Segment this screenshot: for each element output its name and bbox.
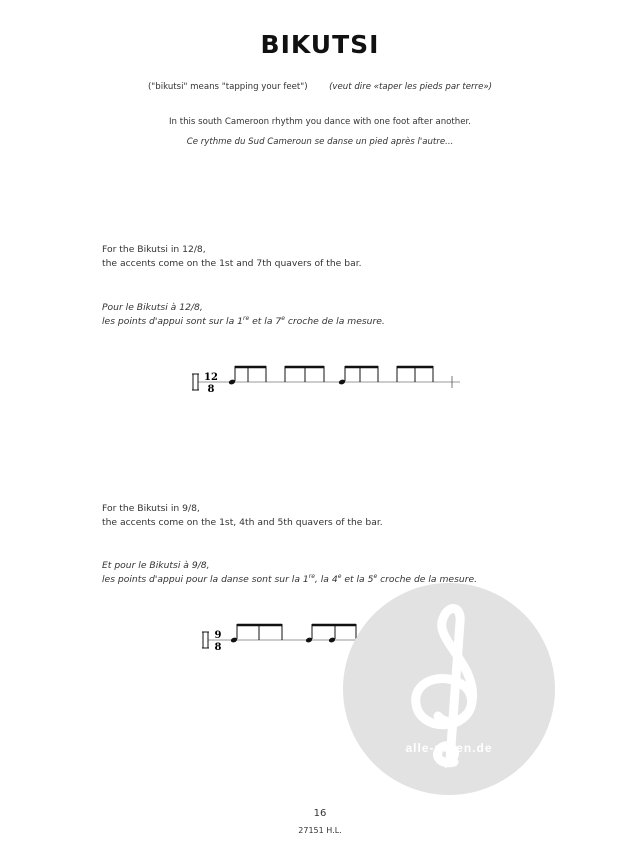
note-group-2 [285,366,324,382]
section-12-8-english [102,243,362,271]
time-signature-top: 9 [214,630,222,641]
percussion-clef-icon [192,374,199,390]
section-12-8-french [102,301,385,329]
time-signature-bottom: 8 [207,384,215,395]
text-line: the accents come on the 1st and 7th quavers of the bar. [102,258,362,269]
subtitle-french: (veut dire «taper les pieds par terre») [329,82,493,92]
text-line: For the Bikutsi in 9/8, [102,503,200,514]
page-number: 16 [313,808,327,819]
text-line: Et pour le Bikutsi à 9/8, [102,560,210,571]
page-title: BIKUTSI [260,30,380,59]
subtitle-line [0,82,640,92]
watermark-text: alle-noten.de [405,741,493,755]
note-group-4 [397,366,433,382]
text-line: For the Bikutsi in 12/8, [102,244,206,255]
text-line: Pour le Bikutsi à 12/8, [102,302,203,313]
text-line: the accents come on the 1st, 4th and 5th quavers of the bar. [102,517,383,528]
time-signature-bottom: 8 [214,642,222,653]
subtitle-english: ("bikutsi" means "tapping your feet") [147,82,308,92]
text-line: les points d'appui pour la danse sont sur la 1re, la 4e et la 5e croche de la mesure. [102,573,478,585]
text-line: les points d'appui sont sur la 1re et la 7e croche de la mesure. [102,315,385,327]
time-signature-top: 12 [204,372,218,383]
section-9-8-english [102,502,383,530]
intro-english: In this south Cameroon rhythm you dance with one foot after another. [168,117,472,127]
rhythm-staff-12-8 [190,360,465,400]
percussion-clef-icon [202,632,209,648]
catalog-number: 27151 H.L. [298,826,342,835]
intro-french: Ce rythme du Sud Cameroun se danse un pied après l'autre... [186,137,454,147]
watermark-logo [342,582,556,796]
